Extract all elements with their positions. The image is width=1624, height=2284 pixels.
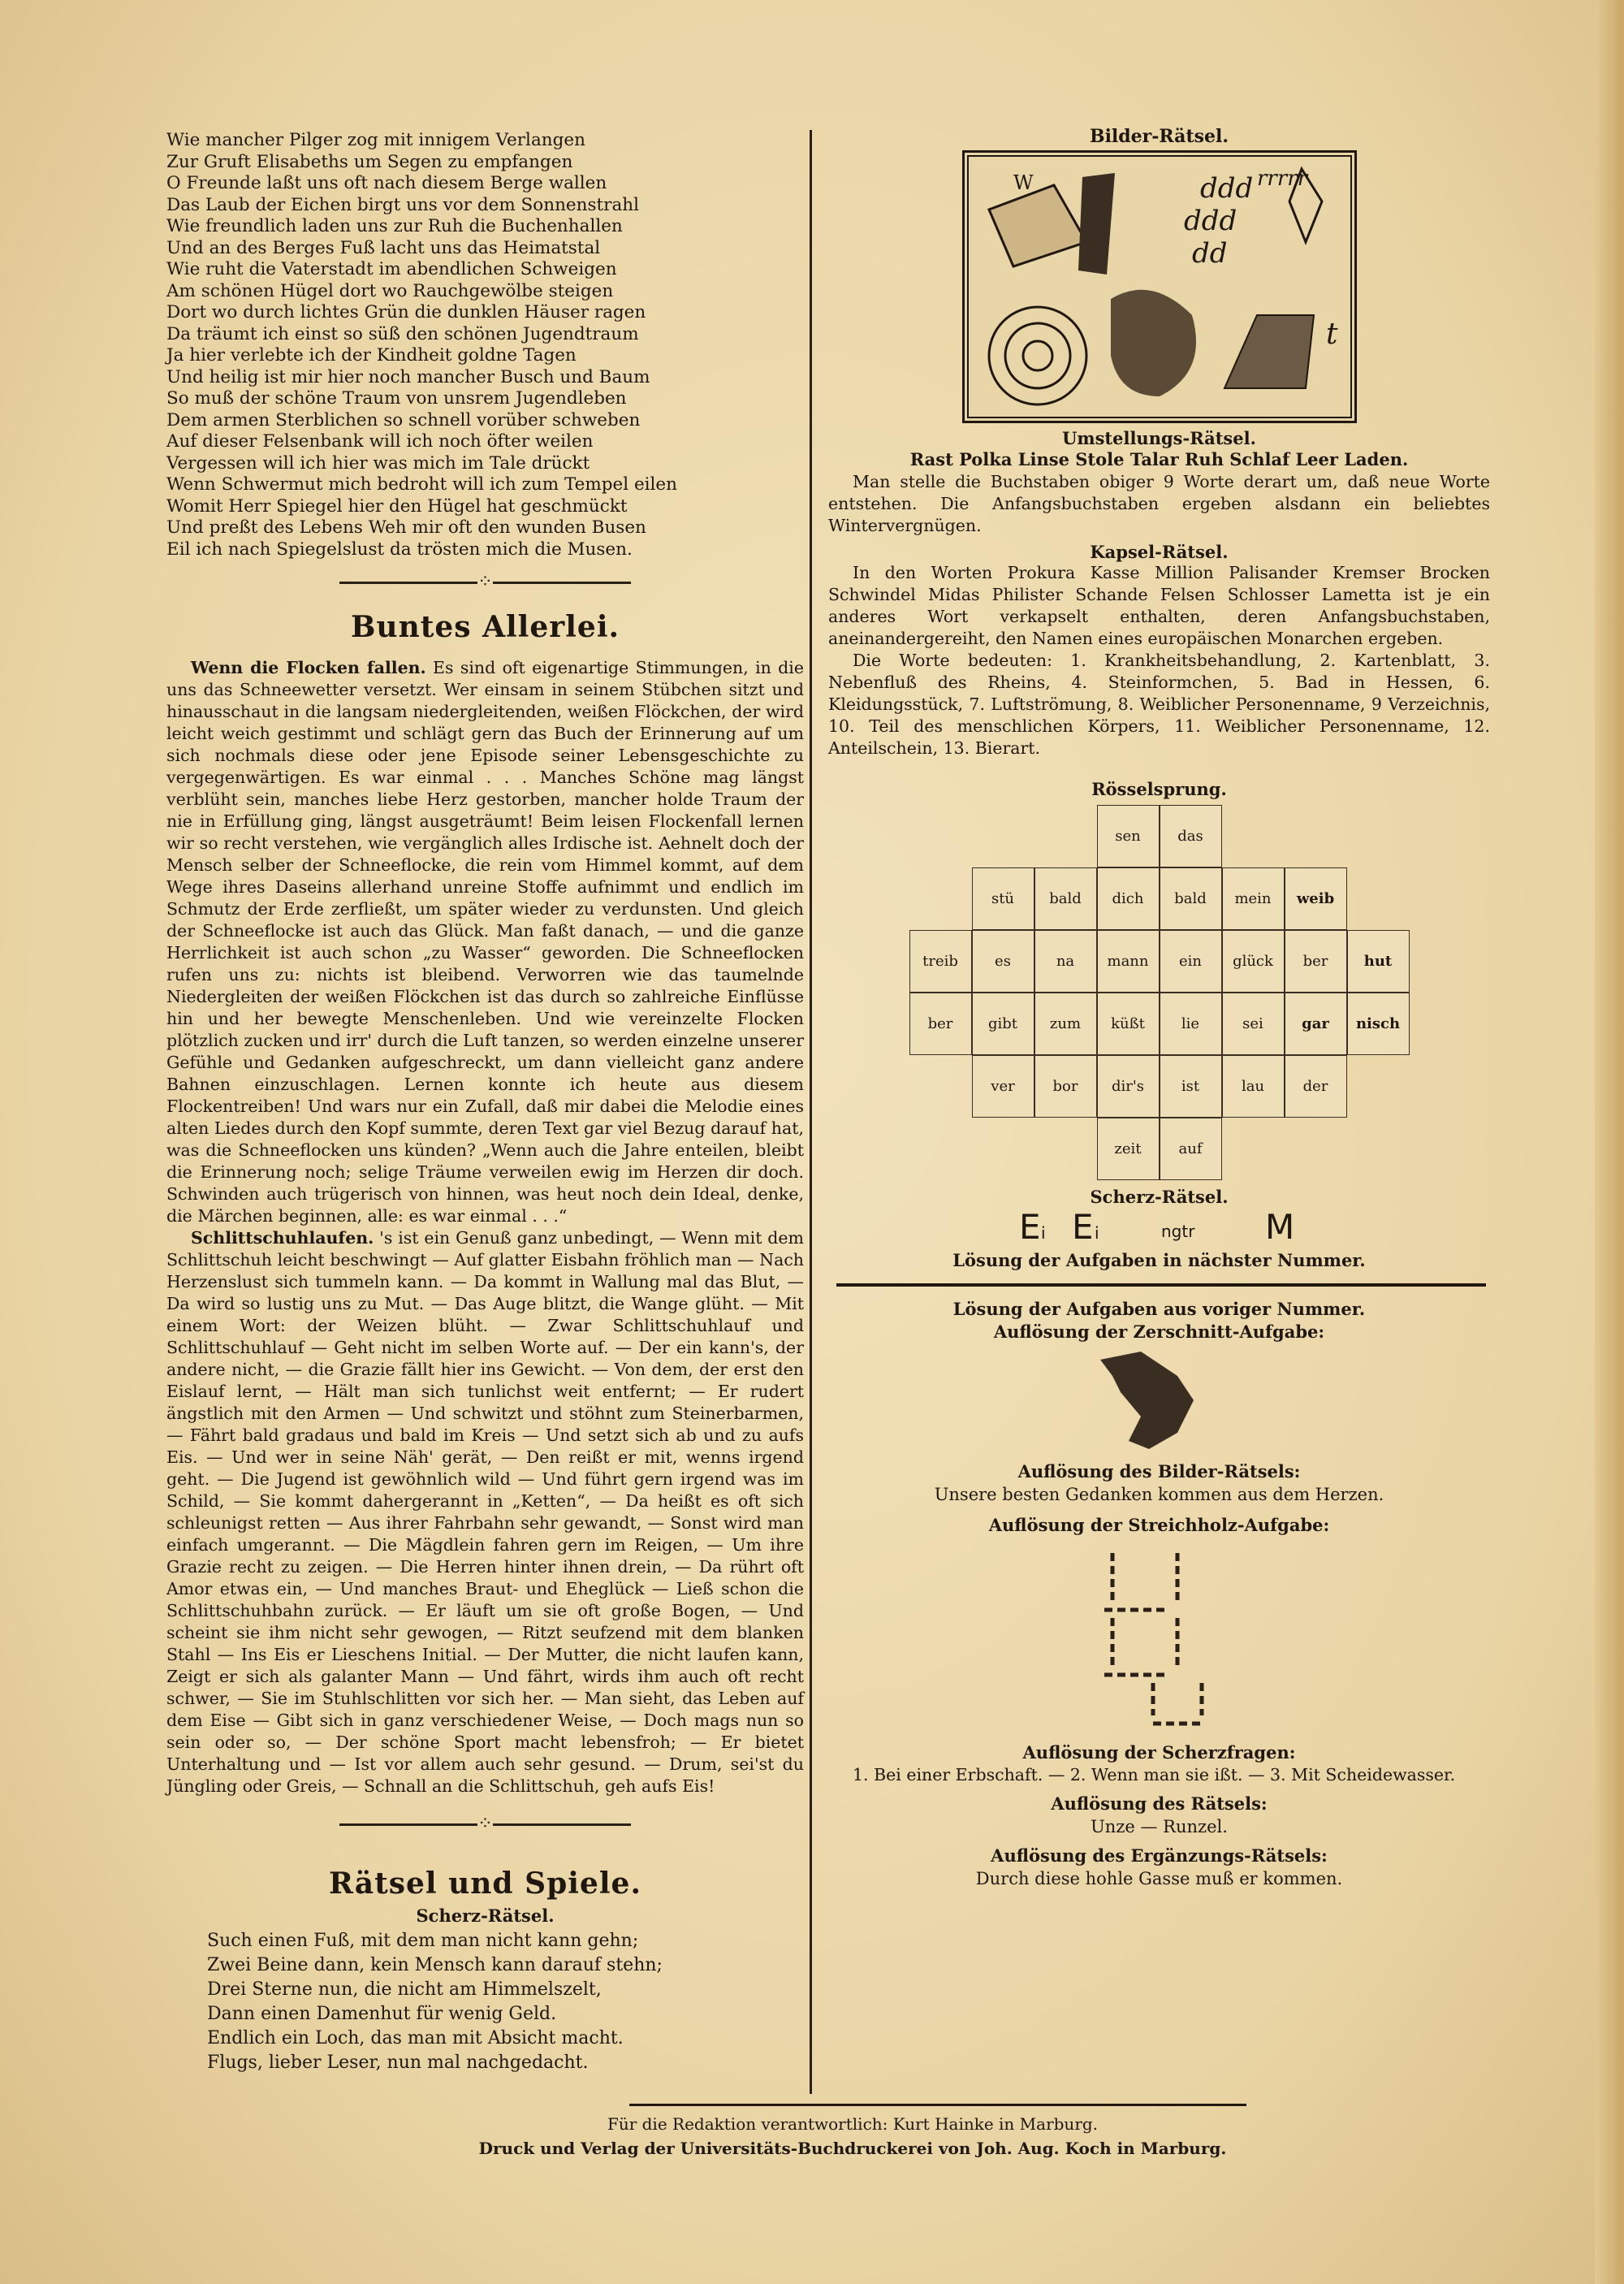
- poem-line: Am schönen Hügel dort wo Rauchgewölbe steigen: [166, 280, 614, 301]
- scherz2-heading: Scherz-Rätsel.: [1090, 1187, 1229, 1207]
- article-schlittschuh-lead: Schlittschuhlaufen.: [191, 1228, 374, 1248]
- poem-line: Wie ruht die Vaterstadt im abendlichen Schweigen: [166, 259, 617, 279]
- roessel-cell: zum: [1034, 993, 1097, 1055]
- roessel-cell: bald: [1034, 867, 1097, 930]
- umstellung-text: Man stelle die Buchstaben obiger 9 Worte derart um, daß neue Worte entstehen. Die Anfangsbuchstaben ergeben alsdann ein beliebtes Wintervergnügen.: [828, 472, 1490, 535]
- zerschnitt-figure: [828, 1343, 1490, 1457]
- umstellung-heading: Umstellungs-Rätsel.: [1062, 428, 1256, 448]
- roessel-cell: gar: [1285, 993, 1347, 1055]
- raetsel-loesung-text: Unze — Runzel.: [1091, 1817, 1228, 1836]
- scherz2-c: ngtr: [1161, 1222, 1195, 1241]
- ornament-divider: ⁘: [166, 572, 804, 592]
- zerschnitt-shape: [1100, 1352, 1194, 1449]
- kapsel-text-1: In den Worten Prokura Kasse Million Palisander Kremser Brocken Schwindel Midas Philister Schande Felsen Schlosser Lametta ist je ein anderes Wort verkapselt enthalten, deren Anfangsbuchstaben, aneinandergereiht, den Namen eines europäischen Monarchen ergeben.: [828, 563, 1490, 648]
- roessel-cell: das: [1160, 805, 1222, 867]
- roessel-cell: der: [1285, 1055, 1347, 1118]
- column-divider: [810, 130, 812, 2094]
- article-flocken: [166, 657, 804, 1227]
- poem-line: Das Laub der Eichen birgt uns vor dem Sonnenstrahl: [166, 194, 639, 215]
- ornament-divider-2: ⁘: [166, 1814, 804, 1834]
- rebus-text-1: ddd: [1199, 172, 1253, 205]
- roessel-cell: sen: [1097, 805, 1160, 867]
- umstellung-words: Rast Polka Linse Stole Talar Ruh Schlaf Leer Laden.: [909, 449, 1409, 469]
- poem-line: Womit Herr Spiegel hier den Hügel hat geschmückt: [166, 495, 628, 517]
- scherz-raetsel-line: Flugs, lieber Leser, nun mal nachgedacht.: [207, 2053, 589, 2073]
- article-schlittschuh: [166, 1227, 804, 1797]
- article-schlittschuh-text: 's ist ein Genuß ganz unbedingt, — Wenn mit dem Schlittschuh leicht beschwingt — Auf glatter Eisbahn fröhlich man — Nach Herzenslust sich tummeln kann. — Da kommt in Wallung mal das Blut, — Da wird so lustig uns zu Mut. — Das Auge blitzt, die Wange glüht. — Mit einem Wort: der Weizen blüht. — Zwar Schlittschuhlauf und Schlittschuhlauf — Geht nicht im selben Worte auf. — Der ein kann's, der andere nicht, — die Grazie fällt hier ins Gewicht. — Von dem, der erst den Eislauf lernt, — Hält man sich tunlichst weit entfernt; — Er rudert ängstlich mit den Armen — Und schwitzt und stöhnt zum Steinerbarmen, — Fährt bald gradaus und bald im Kreis — Und setzt sich ab und zu aufs Eis. — Und wer in seine Näh' gerät, — Den reißt er mit, wenns irgend geht. — Die Jugend ist gewöhnlich wild — Und führt gern irgend was im Schild, — Sie kommt dahergerannt in „Ketten“, — Da heißt es oft sich schleunigst retten — Aus ihrer Fahrbahn sehr gewandt, — Sonst wird man einfach umgerannt. — Die Mägdlein fahren gern im Reigen, — Um ihre Grazie recht zu zeigen. — Die Herren hinter ihnen drein, — Da rührt oft Amor etwas ein, — Und manches Braut- und Eheglück — Ließ schon die Schlittschuhbahn zurück. — Er läuft um sie oft große Bogen, — Und scheint sie ihm nicht sehr gewogen, — Ritzt seufzend mit dem blanken Stahl — Ins Eis er Lieschens Initial. — Der Mutter, die nicht laufen kann, Zeigt er sich als galanter Mann — Und fährt, wirds ihm auch oft recht schwer, — Sie im Stuhlschlitten vor sich her. — Man sieht, das Leben auf dem Eise — Gibt sich in ganz verschiedener Weise, — Doch mags nun so sein oder so, — Der schöne Sport macht lebensfroh; — Er bietet Unterhaltung und — Ist vor allem auch sehr gesund. — Drum, sei'st du Jüngling oder Greis, — Schnall an die Schlittschuh, geh aufs Eis!: [166, 1228, 804, 1796]
- bilder-loesung-heading: Auflösung des Bilder-Rätsels:: [1017, 1461, 1301, 1482]
- roessel-cell: glück: [1222, 930, 1285, 993]
- poem-line: Da träumt ich einst so süß den schönen Jugendtraum: [166, 323, 639, 344]
- poem-line: O Freunde laßt uns oft nach diesem Berge wallen: [166, 173, 607, 193]
- roessel-cell: weib: [1285, 867, 1347, 930]
- scherz-raetsel-line: Zwei Beine dann, kein Mensch kann darauf stehn;: [207, 1955, 663, 1975]
- scherz2-b: E: [1072, 1207, 1094, 1247]
- poem-line: Ja hier verlebte ich der Kindheit goldne Tagen: [166, 345, 577, 366]
- zerschnitt-heading: Auflösung der Zerschnitt-Aufgabe:: [993, 1322, 1325, 1342]
- raetsel-loesung-heading: Auflösung des Rätsels:: [1051, 1793, 1268, 1814]
- footer: [455, 2112, 1250, 2161]
- pillow-icon: [989, 185, 1086, 266]
- roesselsprung-grid: [904, 804, 1415, 1182]
- ergaenzung-heading: Auflösung des Ergänzungs-Rätsels:: [991, 1845, 1328, 1866]
- rebus-text-6: rrrrr: [1256, 167, 1307, 191]
- poem-line: Und preßt des Lebens Weh mir oft den wunden Busen: [166, 517, 646, 538]
- rebus-text-4: t: [1325, 318, 1337, 351]
- poem-line: Eil ich nach Spiegelslust da trösten mich die Musen.: [166, 539, 633, 560]
- left-column: [166, 130, 804, 2075]
- footer-editor: Für die Redaktion verantwortlich: Kurt Hainke in Marburg.: [607, 2114, 1099, 2134]
- roof-icon: [1224, 315, 1314, 388]
- rebus-picture: [962, 150, 1357, 423]
- scherz2-puzzle: [828, 1207, 1490, 1249]
- poem-line: Wie freundlich laden uns zur Ruh die Buchenhallen: [166, 216, 623, 236]
- kapsel-text-2: Die Worte bedeuten: 1. Krankheitsbehandlung, 2. Kartenblatt, 3. Nebenfluß des Rheins, 4. Steinformchen, 5. Bad in Hessen, 6. Kleidungsstück, 7. Luftströmung, 8. Weiblicher Personenname, 9 Verzeichnis, 10. Teil des menschlichen Körpers, 11. Weiblicher Personenname, 12. Anteilschein, 13. Bierart.: [828, 651, 1490, 758]
- footer-printer: Druck und Verlag der Universitäts-Buchdruckerei von Joh. Aug. Koch in Marburg.: [478, 2139, 1227, 2158]
- scherzfragen-text: 1. Bei einer Erbschaft. — 2. Wenn man sie ißt. — 3. Mit Scheidewasser.: [853, 1765, 1456, 1784]
- ergaenzung-text: Durch diese hohle Gasse muß er kommen.: [975, 1869, 1343, 1888]
- section-rule: [836, 1283, 1486, 1287]
- ornate-letter-icon: [1111, 290, 1196, 396]
- poem-line: Dort wo durch lichtes Grün die dunklen Häuser ragen: [166, 302, 646, 322]
- article-flocken-text: Es sind oft eigenartige Stimmungen, in die uns das Schneewetter versetzt. Wer einsam in seinem Stübchen sitzt und hinausschaut in die langsam niedergleitenden, weißen Flöckchen, der wird leicht weich gestimmt und schlägt gern das Buch der Erinnerung auf um sich nochmals diese oder jene Episode seiner Lebensgeschichte zu vergegenwärtigen. Es war einmal . . . Manches Schöne mag längst verblüht sein, manches liebe Herz gestorben, mancher holde Traum der nie in Erfüllung ging, längst ausgeträumt! Beim leisen Flockenfall lernen wir so recht verstehen, wie vergänglich alles Irdische ist. Aehnelt doch der Mensch selber der Schneeflocke, die rein vom Himmel kommt, auf dem Wege ihres Daseins allerhand unreine Stoffe aufnimmt und endlich im Schmutz der Erde zerfließt, um später wieder zu verdunsten. Und gleich der Schneeflocke ist auch das Glück. Man faßt danach, — und die ganze Herrlichkeit ist auch schon „zu Wasser“ geworden. Die Schneeflocken rufen uns zu: nichts ist bleibend. Verworren wie das taumelnde Niedergleiten der weißen Flöckchen ist das durch so zahlreiche Einflüsse hin und her bewegte Menschenleben. Und wie vereinzelte Flocken plötzlich zucken und irr' durch die Luft tanzen, so werden einzelne unserer Gefühle und Gedanken aufgeschreckt, um dann vielleicht ganz andere Bahnen einzuschlagen. Lernen konnte ich heute aus diesem Flockentreiben! Und wars nur ein Zufall, daß mir dabei die Melodie eines alten Liedes durch den Kopf summte, deren Text gar viel Bezug darauf hat, was die Schneeflocken uns künden? „Wenn auch die Jahre enteilen, bleibt die Erinnerung noch; selige Träume verweilen ewig im Herzen dir doch. Schwinden auch trügerisch von hinnen, was heut noch dein Ideal, denke, die Märchen beginnen, alle: es war einmal . . .“: [166, 658, 804, 1226]
- roessel-cell: bald: [1160, 867, 1222, 930]
- roessel-cell: mann: [1097, 930, 1160, 993]
- poem-line: Wie mancher Pilger zog mit innigem Verlangen: [166, 130, 585, 150]
- scherz2-solution-note: Lösung der Aufgaben in nächster Nummer.: [952, 1250, 1366, 1270]
- poem-line: Wenn Schwermut mich bedroht will ich zum Tempel eilen: [166, 474, 677, 495]
- rebus-text-3: dd: [1191, 237, 1228, 270]
- roessel-cell: dir's: [1097, 1055, 1160, 1118]
- roessel-cell: lau: [1222, 1055, 1285, 1118]
- poem-line: So muß der schöne Traum von unsrem Jugendleben: [166, 388, 627, 409]
- roessel-cell: nisch: [1347, 993, 1410, 1055]
- roessel-cell: mein: [1222, 867, 1285, 930]
- roessel-cell: auf: [1160, 1118, 1222, 1180]
- scherz2-b-sub: i: [1095, 1223, 1099, 1243]
- roessel-cell: ist: [1160, 1055, 1222, 1118]
- poem-line: Auf dieser Felsenbank will ich noch öfter weilen: [166, 431, 594, 452]
- scherz2-a-sub: i: [1041, 1223, 1046, 1243]
- poem-line: Und heilig ist mir hier noch mancher Busch und Baum: [166, 366, 650, 387]
- rebus-illustration: [965, 153, 1354, 421]
- scherz-raetsel-line: Dann einen Damenhut für wenig Geld.: [207, 2004, 557, 2024]
- rebus-text-2: ddd: [1183, 205, 1237, 237]
- roessel-heading: Rösselsprung.: [1091, 779, 1227, 799]
- loesung-heading: Lösung der Aufgaben aus voriger Nummer.: [952, 1299, 1366, 1319]
- bilder-loesung-text: Unsere besten Gedanken kommen aus dem Herzen.: [934, 1485, 1384, 1504]
- section-title-buntes: Buntes Allerlei.: [350, 610, 620, 644]
- right-column: [828, 126, 1490, 1890]
- roessel-cell: ein: [1160, 930, 1222, 993]
- roessel-cell: ber: [909, 993, 972, 1055]
- poem: [166, 130, 804, 560]
- roessel-cell: bor: [1034, 1055, 1097, 1118]
- roessel-cell: dich: [1097, 867, 1160, 930]
- scherz2-a: E: [1019, 1207, 1041, 1247]
- roessel-cell: treib: [909, 930, 972, 993]
- roessel-cell: es: [972, 930, 1034, 993]
- scherz-raetsel-lines: [166, 1929, 804, 2075]
- scherz-raetsel-line: Drei Sterne nun, die nicht am Himmelszelt,: [207, 1979, 602, 2000]
- poem-line: Vergessen will ich hier was mich im Tale drückt: [166, 452, 590, 474]
- streichholz-figure: [828, 1537, 1490, 1732]
- roessel-cell: zeit: [1097, 1118, 1160, 1180]
- roessel-cell: hut: [1347, 930, 1410, 993]
- paper-edge: [1595, 0, 1624, 2284]
- roessel-cell: gibt: [972, 993, 1034, 1055]
- scherz-raetsel-heading: Scherz-Rätsel.: [416, 1905, 555, 1926]
- roessel-cell: küßt: [1097, 993, 1160, 1055]
- scherz2-d: M: [1265, 1207, 1295, 1247]
- section-title-raetsel: Rätsel und Spiele.: [329, 1867, 641, 1901]
- bilder-raetsel-heading: Bilder-Rätsel.: [1089, 126, 1229, 147]
- scherz-raetsel-line: Such einen Fuß, mit dem man nicht kann gehn;: [207, 1931, 639, 1951]
- roessel-cell: lie: [1160, 993, 1222, 1055]
- roessel-cell: sei: [1222, 993, 1285, 1055]
- footer-rule: [629, 2104, 1246, 2106]
- article-flocken-lead: Wenn die Flocken fallen.: [191, 658, 426, 677]
- scherzfragen-heading: Auflösung der Scherzfragen:: [1022, 1742, 1296, 1763]
- roessel-cell: ver: [972, 1055, 1034, 1118]
- streichholz-heading: Auflösung der Streichholz-Aufgabe:: [988, 1515, 1330, 1535]
- scherz-raetsel-line: Endlich ein Loch, das man mit Absicht macht.: [207, 2028, 624, 2048]
- boot-icon: [1078, 173, 1115, 275]
- poem-line: Und an des Berges Fuß lacht uns das Heimatstal: [166, 237, 601, 258]
- poem-line: Zur Gruft Elisabeths um Segen zu empfangen: [166, 151, 573, 172]
- roessel-cell: stü: [972, 867, 1034, 930]
- rebus-text-5: W: [1013, 171, 1034, 194]
- kapsel-heading: Kapsel-Rätsel.: [1090, 542, 1229, 562]
- target-icon: [989, 307, 1086, 404]
- roessel-cell: ber: [1285, 930, 1347, 993]
- poem-line: Dem armen Sterblichen so schnell vorüber schweben: [166, 409, 641, 430]
- roessel-cell: na: [1034, 930, 1097, 993]
